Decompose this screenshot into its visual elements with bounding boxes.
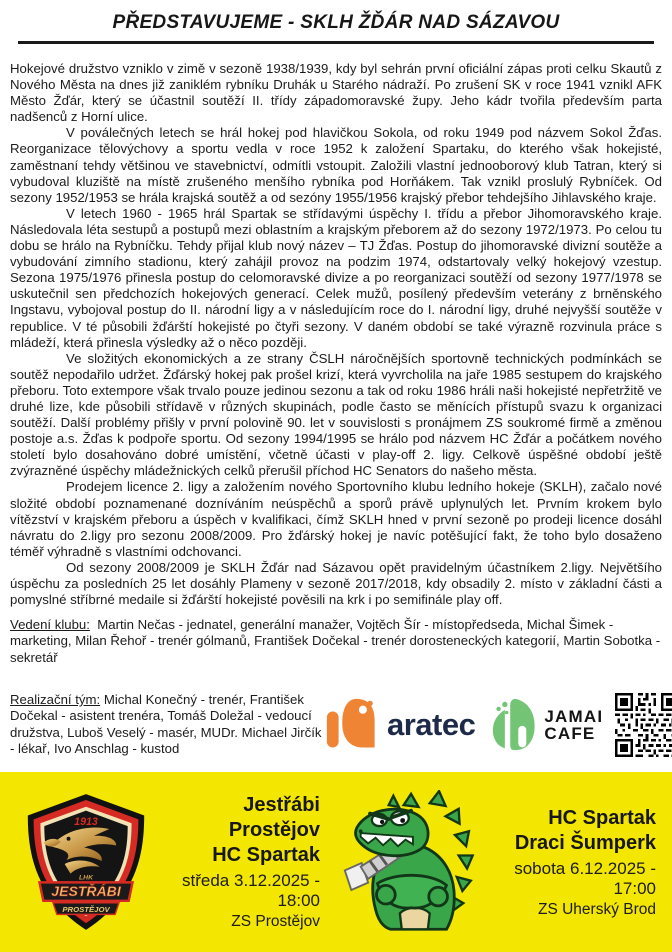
club-management [10,617,662,666]
shield-team-name: JESTŘÁBI [51,882,121,899]
match-card [0,772,336,952]
article-content [0,44,672,772]
jamai-cafe-wordmark [544,708,603,742]
match-away-team: Draci Šumperk [514,831,656,854]
club-history-article [10,61,662,608]
history-paragraph: Ve složitých ekonomických a ze strany ČSLH náročnějších sportovně technických podmínkách se soutěž nepodařilo udržet. Žďárský hokej pak prošel krizí, která vyvrcholila na jaře 1985 sestupem do krajského přeboru. Toto extempore však trvalo pouze jedinou sezonu a tak od roku 1986 hráli naši hokejisté nepřetržitě ve druhé lize, kde působili střídavě v různých skupinách, podle často se měnících přístupů svazu k organizaci soutěží. Další problémy přišly v první polovině 90. let v souvislosti s pronájmem ZS soukromé firmě a změnou postoje a.s. Žďas k podpoře sportu. Od sezony 1994/1995 se hrálo pod názvem HC Žďár a počátkem nového století bylo dosahováno dobré umístění, včetně účasti v play-off 2. ligy. Celkově úspěšné období ještě zvýrazněné úspěchy mládežnických celků přerušil příchod HC Senators do našeho města. [10,350,662,479]
match-datetime: středa 3.12.2025 - 18:00 [182,871,320,910]
history-paragraph: V poválečných letech se hrál hokej pod hlavičkou Sokola, od roku 1949 pod názvem Sokol Žďas. Reorganizace tělovýchovy a sportu vedla v roce 1952 k založení Spartaku, do kterého však hokejisté, zaměstnaní tehdy většinou ve stavebnictví, odmítli vstoupit. Založili vlastní jednooborový klub Tatran, který si vybudoval kluziště na místě zrušeného menšího rybníka pod Horňákem. Tak vznikl proslulý Rybníček. Od sezony 1952/1953 se hrála krajská soutěž a od sezóny 1955/1956 krajský přebor tehdejšího Jihlavského kraje. [10,125,662,205]
match-home-team: Jestřábi Prostějov [228,794,320,841]
history-paragraph: Hokejové družstvo vzniklo v zimě v sezoně 1938/1939, kdy byl sehrán první oficiální zápas proti celku Skautů z Nového Města na dnes již zaniklém rybníku Druhák u Starého nádraží. Po zrušení SK v roce 1941 vznikl AFK Město Žďár, který se účastnil soutěží II. třídy západomoravské župy. Jeho kádr tvořila především parta nadšenců z Horní ulice. [10,61,662,125]
staff-list-block [10,692,326,757]
jamai-leaf-icon [487,697,537,753]
match-venue: ZS Uherský Brod [537,900,656,918]
shield-year: 1913 [74,816,98,829]
history-paragraph: Od sezony 2008/2009 je SKLH Žďár nad Sázavou opět pravidelným účastníkem 2.ligy. Největšího úspěchu za posledních 25 let dosáhly Plameny v sezoně 2017/2018, kdy obsadily 2. místo v základní části a pomyslné stříbrné medaile si žďárští hokejisté pověsili na krk i po semifinále play off. [10,559,662,608]
history-paragraph: Prodejem licence 2. ligy a založením nového Sportovního klubu ledního hokeje (SKLH), začalo nové složité období poznamenané dozníváním neúspěchů a sporů právě uplynulých let. Prvním krokem bylo vítězství v krajském přeboru a úspěch v kvalifikaci, čímž SKLH hned v první sezoně po prodeji licence dosáhl návratu do 2.ligy pro sezonu 2008/2009. Pro žďárský hokej je navíc potěšující fakt, že toho bylo dosaženo téměř výhradně s vlastními odchovanci. [10,479,662,559]
page-title: PŘEDSTAVUJEME - SKLH ŽĎÁR NAD SÁZAVOU [112,12,560,33]
management-list: Martin Nečas - jednatel, generální manažer, Vojtěch Šír - místopředseda, Michal Šimek - marketing, Milan Řehoř - trenér gólmanů, František Dočekal - trenér dorosteneckých kategorií, Martin Sobotka - sekretář [10,617,661,665]
jamai-cafe-logo [487,697,603,753]
management-label: Vedení klubu: [10,617,90,633]
page-header [0,0,672,44]
aratec-wordmark: aratec [387,706,476,742]
match-away-team: HC Spartak [212,844,320,866]
qr-code [615,693,672,757]
history-paragraph: V letech 1960 - 1965 hrál Spartak se střídavými úspěchy I. třídu a přebor Jihomoravského kraje. Následovala léta sestupů a postupů mezi oblastním a krajským přeborem až do sezony 1972/1973. Po celou tu dobu se hrálo na Rybníčku. Tehdy přijal klub nový název – TJ Žďas. Postup do jihomoravské divizní soutěže a vybudování zimního stadionu, který zahájil provoz na podzim 1974, odstartovaly velký hokejový vzestup. Sezona 1975/1976 přinesla postup do celomoravské divize a po reorganizaci soutěží od sezony 1977/1978 se uskutečnil sen předchozích hokejových generací. Celek mužů, posílený především veterány z brněnského Ingstavu, vybojoval postup do II. národní ligy a v následujícím roce do I. národní ligy, druhé nejvyšší soutěže v republice. V té působili žďárští hokejisté po čtyři sezony. V daném období se také výrazně rozvinula práce s mládeží, která přinesla výsledky až o něco později. [10,205,662,350]
sponsor-logos [326,693,672,757]
upcoming-matches-banner [0,772,672,952]
match-card [336,772,672,952]
staff-label: Realizační tým: [10,692,101,708]
jamai-line: JAMAI [544,706,604,726]
aratec-bird-icon [326,697,380,753]
match-venue: ZS Prostějov [231,913,320,930]
match-info [482,806,672,919]
jestrabi-prostejov-shield-logo [22,792,150,932]
staff-list: Michal Konečný - trenér, František Dočekal - asistent trenéra, Tomáš Doležal - vedoucí družstva, Luboš Veselý - masér, MUDr. Michael Jirčík - lékař, Ivo Anschlag - kustod [10,692,322,756]
shield-city: PROSTĚJOV [62,904,110,914]
match-info [150,793,336,931]
draci-sumperk-dragon-mascot [342,790,482,935]
aratec-logo [326,697,475,753]
match-home-team: HC Spartak [548,806,656,829]
shield-club-abbr: LHK [79,874,93,882]
match-datetime: sobota 6.12.2025 - 17:00 [514,858,656,898]
staff-and-sponsors [10,679,662,770]
cafe-line: CAFE [544,723,596,743]
